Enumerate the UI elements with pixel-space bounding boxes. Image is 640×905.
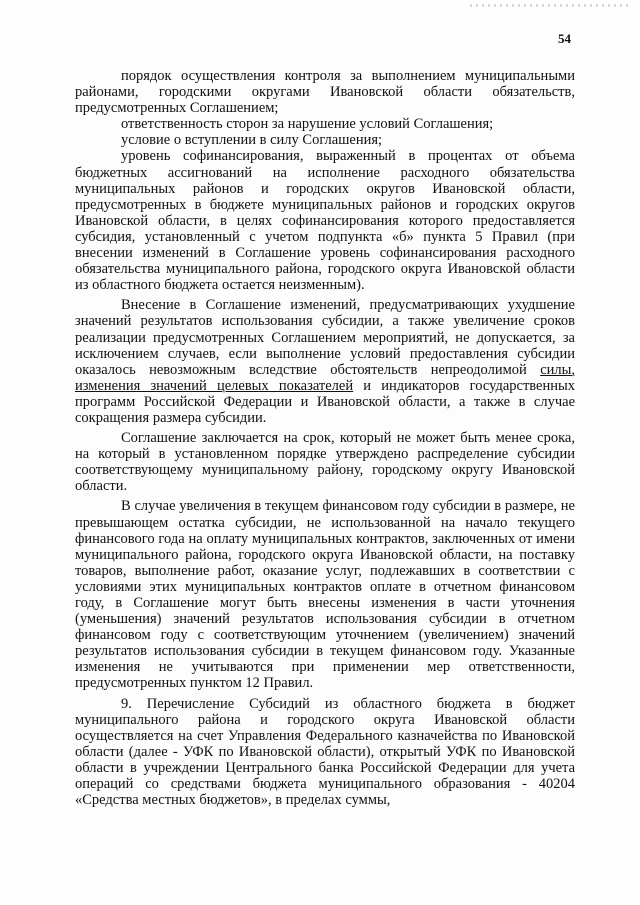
page-number: 54	[558, 31, 571, 46]
underlined-text: силы,	[540, 361, 575, 378]
paragraph: уровень софинансирования, выраженный в процентах от объема бюджетных ассигнований на исполнение расходного обязательства муниципальных районов и городских округов Ивановской области, предусмотренных в бюджете муниципальных районов и городских округов Ивановской области, в целях софинансирования которого предоставляется субсидия, установленный с учетом подпункта «б» пункта 5 Правил (при внесении изменений в Соглашение уровень софинансирования расходного обязательства муниципального района, городского округа Ивановской области из областного бюджета остается неизменным).	[75, 148, 575, 294]
paragraph-text: и индикаторов государственных программ Российской Федерации и Ивановской области, а также в случае сокращения размера субсидии.	[75, 377, 575, 426]
paragraph: порядок осуществления контроля за выполнением муниципальными районами, городскими округами Ивановской области обязательств, предусмотренных Соглашением;	[75, 68, 575, 117]
paragraph: 9. Перечисление Субсидий из областного бюджета в бюджет муниципального района и городского округа Ивановской области осуществляется на счет Управления Федерального казначейства по Ивановской области (далее - УФК по Ивановской области), открытый УФК по Ивановской области в учреждении Центрального банка Российской Федерации для учета операций со средствами бюджета муниципального образования - 40204 «Средства местных бюджетов», в пределах суммы,	[75, 695, 575, 809]
scan-artifact	[470, 4, 630, 7]
body-text	[75, 68, 575, 808]
paragraph: Соглашение заключается на срок, который не может быть менее срока, на который в установленном порядке утверждено распределение субсидии соответствующему муниципальному району, городскому округу Ивановской области.	[75, 430, 575, 495]
paragraph: В случае увеличения в текущем финансовом году субсидии в размере, не превышающем остатка субсидии, не использованной на начало текущего финансового года на оплату муниципальных контрактов, заключенных от имени муниципального района, городского округа Ивановской области, на поставку товаров, выполнение работ, оказание услуг, подлежавших в соответствии с условиями этих муниципальных контрактов оплате в отчетном финансовом году, в Соглашение могут быть внесены изменения в части уточнения (уменьшения) значений результатов использования субсидии в отчетном финансовом году с соответствующим уточнением (увеличением) значений результатов использования субсидии в текущем финансовом году. Указанные изменения не учитываются при применении мер ответственности, предусмотренных пунктом 12 Правил.	[75, 498, 575, 692]
underlined-text: изменения значений целевых показателей	[75, 377, 354, 394]
paragraph: ответственность сторон за нарушение условий Соглашения;	[121, 116, 494, 133]
paragraph: условие о вступлении в силу Соглашения;	[121, 132, 383, 149]
paragraph	[75, 297, 575, 426]
paragraph-text: Внесение в Соглашение изменений, предусматривающих ухудшение значений результатов использования субсидии, а также увеличение сроков реализации предусмотренных Соглашением мероприятий, не допускается, за исключением случаев, если выполнение условий предоставления субсидии оказалось невозможным вследствие обстоятельств непреодолимой	[75, 297, 575, 378]
